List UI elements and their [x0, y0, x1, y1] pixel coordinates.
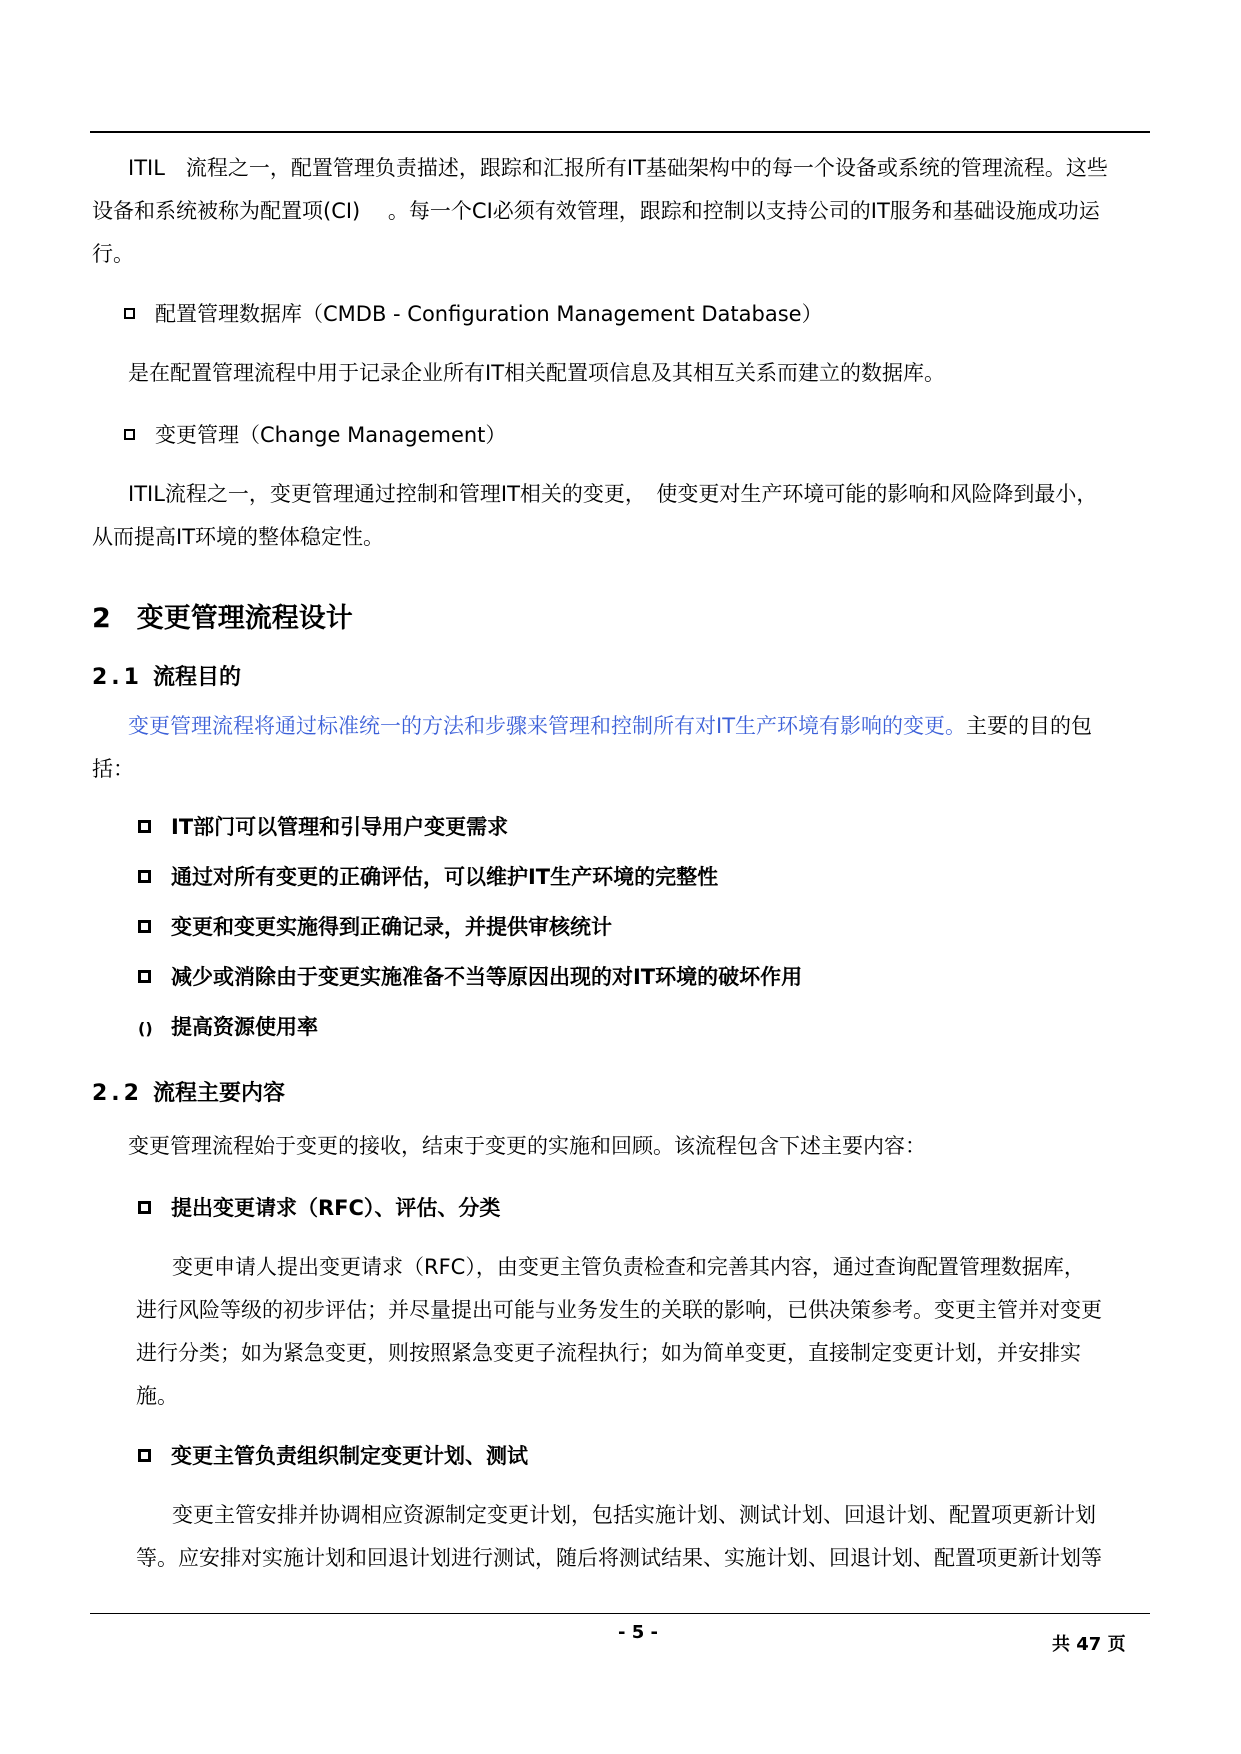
- checkbox-bullet-icon: [138, 920, 151, 933]
- paragraph-line: 从而提高IT环境的整体稳定性。: [92, 525, 385, 549]
- paragraph-line: 变更申请人提出变更请求（RFC），由变更主管负责检查和完善其内容，通过查询配置管理数据库，: [172, 1255, 1085, 1279]
- checkbox-bullet-icon: [138, 1449, 151, 1462]
- goal-item: [138, 862, 718, 892]
- list-item-label: 配置管理数据库（CMDB - Configuration Management Database）: [155, 302, 823, 326]
- paragraph-line: 变更主管安排并协调相应资源制定变更计划，包括实施计划、测试计划、回退计划、配置项更新计划: [172, 1503, 1096, 1527]
- list-item-cmdb: [124, 299, 823, 329]
- goal-label: 减少或消除由于变更实施准备不当等原因出现的对IT环境的破坏作用: [171, 965, 803, 989]
- section-number: 2: [92, 603, 111, 634]
- goal-label: IT部门可以管理和引导用户变更需求: [171, 815, 509, 839]
- paragraph-line: 进行分类；如为紧急变更，则按照紧急变更子流程执行；如为简单变更，直接制定变更计划，并安排实: [136, 1341, 1081, 1365]
- checkbox-bullet-icon: [124, 429, 135, 440]
- paragraph-line: ITIL 流程之一，配置管理负责描述，跟踪和汇报所有IT基础架构中的每一个设备或系统的管理流程。这些: [128, 156, 1108, 180]
- step-title: 提出变更请求（RFC）、评估、分类: [171, 1196, 501, 1220]
- goal-label: 提高资源使用率: [171, 1015, 318, 1039]
- subsection-heading: [92, 660, 241, 691]
- goal-label: 通过对所有变更的正确评估，可以维护IT生产环境的完整性: [171, 865, 719, 889]
- page-number: - 5 -: [618, 1622, 658, 1643]
- subsection-title: 流程主要内容: [152, 1081, 285, 1106]
- checkbox-bullet-icon: [138, 820, 151, 833]
- highlighted-text: 变更管理流程将通过标准统一的方法和步骤来管理和控制所有对IT生产环境有影响的变更。: [128, 714, 967, 738]
- paragraph-line: [128, 705, 1092, 748]
- goal-label: 变更和变更实施得到正确记录，并提供审核统计: [171, 915, 612, 939]
- section-title: 变更管理流程设计: [136, 603, 353, 634]
- footer-rule: [90, 1613, 1150, 1614]
- paragraph-line: 进行风险等级的初步评估；并尽量提出可能与业务发生的关联的影响，已供决策参考。变更主管并对变更: [136, 1298, 1102, 1322]
- goal-item: [138, 1012, 318, 1044]
- paragraph-line: ITIL流程之一，变更管理通过控制和管理IT相关的变更， 使变更对生产环境可能的影响和风险降到最小，: [128, 482, 1098, 506]
- paragraph-line: 施。: [136, 1384, 178, 1408]
- subsection-number: 2.2: [92, 1081, 143, 1106]
- content-step-heading: [138, 1193, 500, 1223]
- section-heading: [92, 596, 353, 635]
- step-title: 变更主管负责组织制定变更计划、测试: [171, 1444, 528, 1468]
- broken-bullet-icon: (): [138, 1019, 153, 1038]
- checkbox-bullet-icon: [138, 970, 151, 983]
- paragraph-text: 主要的目的包: [966, 714, 1093, 738]
- goal-item: [138, 912, 612, 942]
- checkbox-bullet-icon: [124, 308, 135, 319]
- paragraph-line: 行。: [92, 242, 134, 266]
- content-step-heading: [138, 1441, 528, 1471]
- list-item-label: 变更管理（Change Management）: [155, 423, 507, 447]
- paragraph-line: 变更管理流程始于变更的接收，结束于变更的实施和回顾。该流程包含下述主要内容：: [128, 1134, 926, 1158]
- subsection-number: 2.1: [92, 665, 143, 690]
- goal-item: [138, 962, 802, 992]
- paragraph-line: 等。应安排对实施计划和回退计划进行测试，随后将测试结果、实施计划、回退计划、配置项更新计划等: [136, 1546, 1102, 1570]
- page-total: 共 47 页: [1052, 1634, 1126, 1655]
- checkbox-bullet-icon: [138, 870, 151, 883]
- paragraph-line: 是在配置管理流程中用于记录企业所有IT相关配置项信息及其相互关系而建立的数据库。: [128, 361, 946, 385]
- list-item-change-management: [124, 420, 506, 450]
- paragraph-line: 设备和系统被称为配置项(CI) 。每一个CI必须有效管理，跟踪和控制以支持公司的IT服务和基础设施成功运: [92, 199, 1100, 223]
- paragraph-line: 括：: [92, 757, 134, 781]
- goal-item: [138, 812, 508, 842]
- header-rule: [90, 131, 1150, 133]
- subsection-heading: [92, 1076, 285, 1107]
- subsection-title: 流程目的: [152, 665, 241, 690]
- checkbox-bullet-icon: [138, 1201, 151, 1214]
